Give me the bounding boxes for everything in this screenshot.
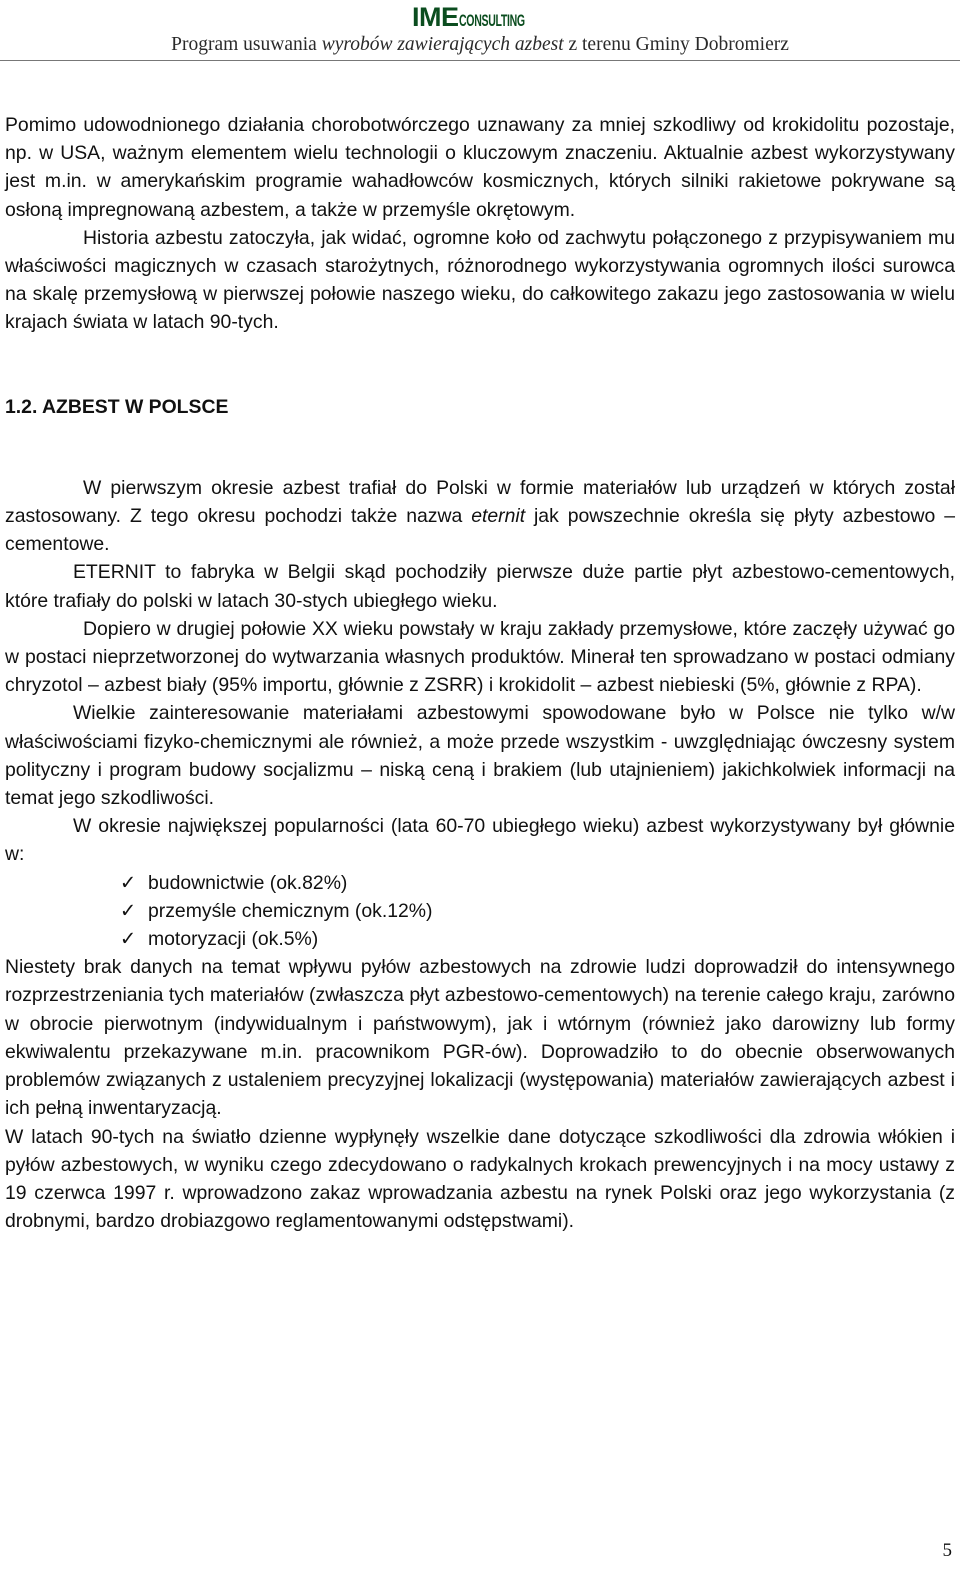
list-item	[5, 897, 955, 925]
checkmark-icon: ✓	[119, 928, 137, 951]
program-title-italic: wyrobów zawierających azbest	[321, 34, 564, 55]
program-title	[0, 34, 960, 56]
list-item-text: budownictwie (ok.82%)	[148, 871, 348, 894]
program-title-prefix: Program usuwania	[171, 34, 322, 55]
paragraph-first-period-a: W pierwszym okresie azbest trafiał do Polski w formie materiałów lub urządzeń w których został zastosowany. Z tego okresu pochodzi także nazwa	[5, 476, 955, 528]
list-item-text: motoryzacji (ok.5%)	[148, 928, 319, 951]
paragraph-domestic-production: Dopiero w drugiej połowie XX wieku powstały w kraju zakłady przemysłowe, które zaczęły używać go w postaci nieprzetworzonej do wytwarzania własnych produktów. Minerał ten sprowadzano w postaci odmiany chryzotol – azbest biały (95% importu, głównie z ZSRR) i krokidolit – azbest niebieski (5%, głównie z RPA).	[5, 617, 955, 697]
paragraph-interest-reasons: Wielkie zainteresowanie materiałami azbestowymi spowodowane było w Polsce nie tylko w/w właściwościami fizyko-chemicznymi ale również, a może przede wszystkim - uwzględniając ówczesny system polityczny i program budowy socjalizmu – niską ceną i brakiem (lub utajnieniem) jakichkolwiek informacji na temat jego szkodliwości.	[5, 702, 955, 810]
spacer	[5, 421, 955, 474]
checkmark-icon: ✓	[119, 899, 137, 922]
eternit-term: eternit	[471, 505, 526, 528]
document-body	[5, 111, 955, 1235]
program-title-suffix: z terenu Gminy Dobromierz	[563, 34, 789, 55]
page-header	[0, 0, 960, 62]
paragraph-first-period	[5, 474, 955, 559]
spacer	[5, 337, 955, 393]
paragraph-chryzotyl-usage: Pomimo udowodnionego działania chorobotwórczego uznawany za mniej szkodliwy od krokidolitu pozostaje, np. w USA, ważnym elementem wielu technologii o kluczowym znaczeniu. Aktualnie azbest wykorzystywany jest m.in. w amerykańskim programie wahadłowców kosmicznych, których silniki rakietowe pokrywane są osłoną impregnowaną azbestem, a także w przemyśle okrętowym.	[5, 114, 955, 221]
header-divider	[0, 60, 960, 61]
paragraph-spread-consequences: Niestety brak danych na temat wpływu pyłów azbestowych na zdrowie ludzi doprowadził do intensywnego rozprzestrzeniania tych materiałów (zwłaszcza płyt azbestowo-cementowych) na terenie całego kraju, zarówno w obrocie pierwotnym (indywidualnym i państwowym), jak i wtórnym (również jako darowizny lub formy ekwiwalentu przekazywane m.in. pracownikom PGR-ów). Doprowadziło to do obecnie obserwowanych problemów związanych z ustaleniem precyzyjnej lokalizacji (występowania) materiałów zawierających azbest i ich pełną inwentaryzacją.	[5, 956, 955, 1120]
usage-checklist	[5, 869, 955, 954]
section-heading: 1.2. AZBEST W POLSCE	[5, 395, 229, 418]
list-item-text: przemyśle chemicznym (ok.12%)	[148, 899, 433, 922]
page-number: 5	[942, 1540, 952, 1561]
checkmark-icon: ✓	[119, 871, 137, 894]
paragraph-eternit-factory: ETERNIT to fabryka w Belgii skąd pochodziły pierwsze duże partie płyt azbestowo-cementowych, które trafiały do polski w latach 30-stych ubiegłego wieku.	[5, 561, 955, 612]
paragraph-first-period-b: jak powszechnie określa się płyty azbestowo – cementowe.	[5, 505, 955, 556]
logo-consulting: CONSULTING	[458, 11, 525, 30]
ime-consulting-logo	[412, 2, 565, 32]
list-item	[5, 925, 955, 953]
paragraph-popularity-period: W okresie największej popularności (lata 60-70 ubiegłego wieku) azbest wykorzystywany był głównie w:	[5, 815, 955, 866]
list-item	[5, 869, 955, 897]
logo-ime: IME	[412, 2, 459, 32]
paragraph-asbestos-history: Historia azbestu zatoczyła, jak widać, ogromne koło od zachwytu połączonego z przypisywaniem mu właściwości magicznych w czasach starożytnych, różnorodnego wykorzystywania ogromnych ilości surowca na skalę przemysłową w pierwszej połowie naszego wieku, do całkowitego zakazu jego zastosowania w wielu krajach świata w latach 90-tych.	[5, 226, 955, 334]
paragraph-ban-1997: W latach 90-tych na światło dzienne wypłynęły wszelkie dane dotyczące szkodliwości dla zdrowia włókien i pyłów azbestowych, w wyniku czego zdecydowano o radykalnych krokach prewencyjnych i na mocy ustawy z 19 czerwca 1997 r. wprowadzono zakaz wprowadzania azbestu na rynek Polski oraz jego wykorzystania (z drobnymi, bardzo drobiazgowo reglamentowanymi odstępstwami).	[5, 1125, 955, 1233]
